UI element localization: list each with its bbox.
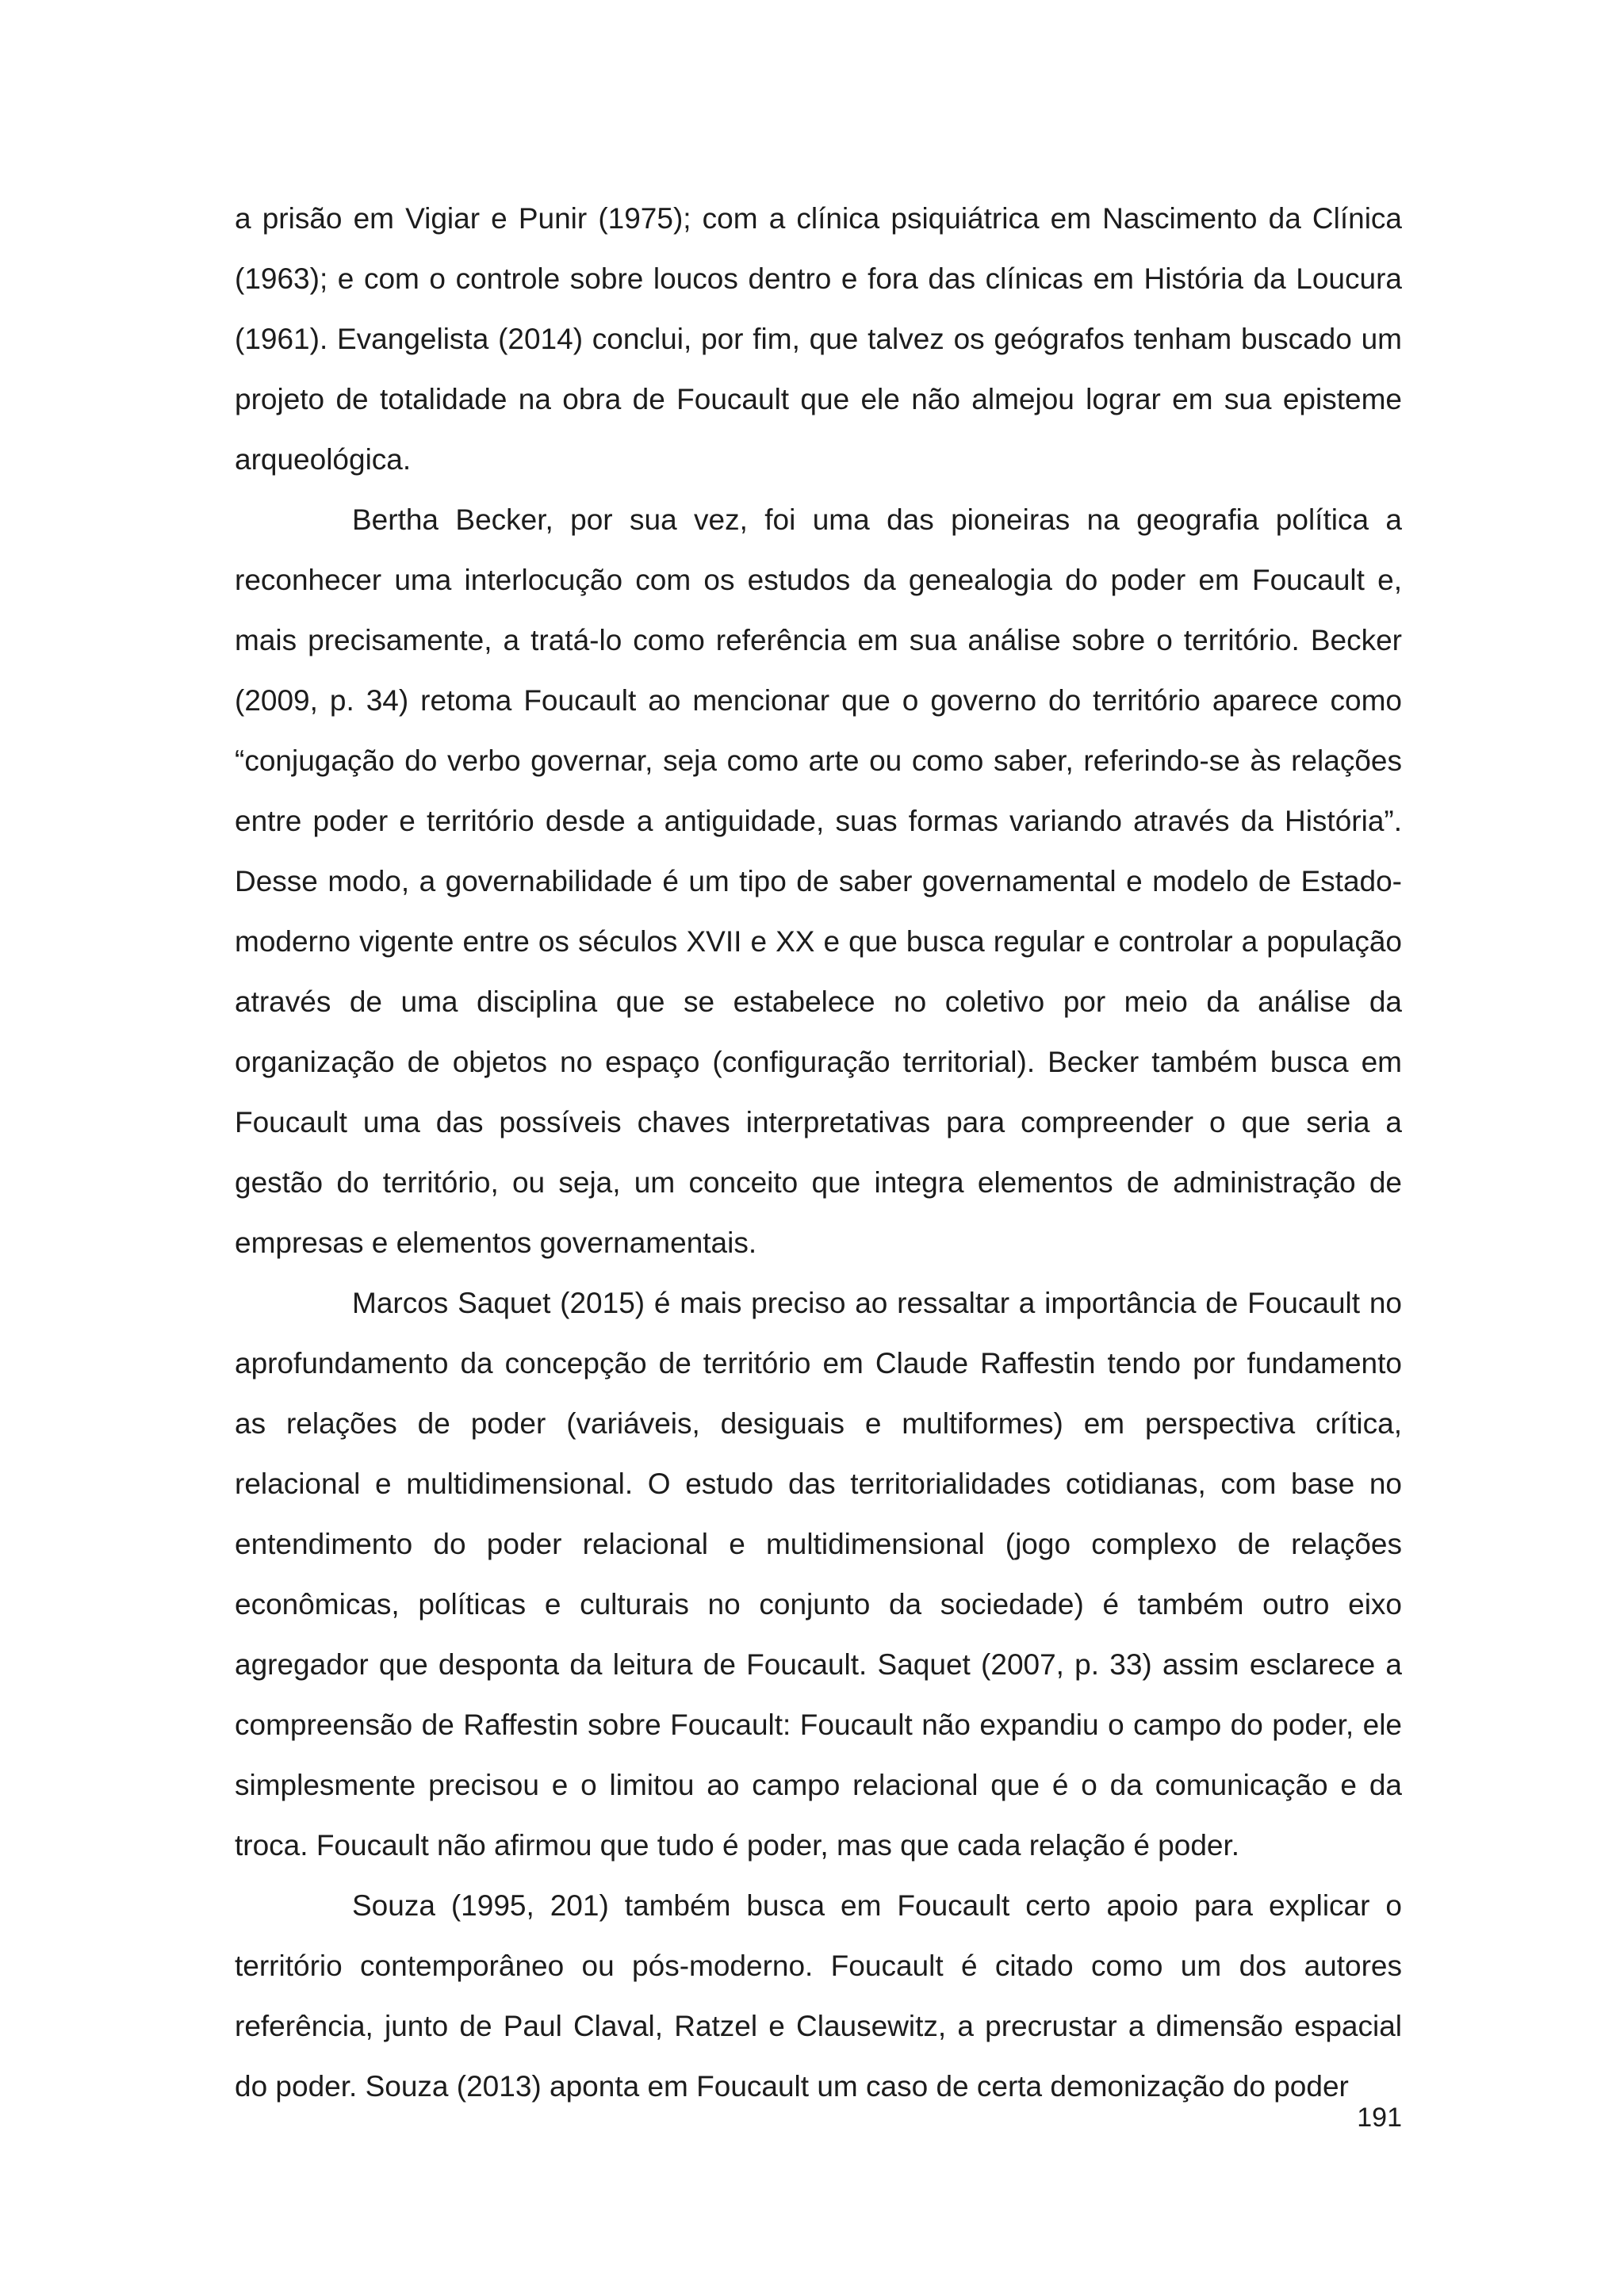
page-number: 191 <box>1357 2103 1402 2133</box>
paragraph-saquet: Marcos Saquet (2015) é mais preciso ao ressaltar a importância de Foucault no aprofundamento da concepção de território em Claude Raffestin tendo por fundamento as relações de poder (variáveis, desiguais e multiformes) em perspectiva crítica, relacional e multidimensional. O estudo das territorialidades cotidianas, com base no entendimento do poder relacional e multidimensional (jogo complexo de relações econômicas, políticas e culturais no conjunto da sociedade) é também outro eixo agregador que desponta da leitura de Foucault. Saquet (2007, p. 33) assim esclarece a compreensão de Raffestin sobre Foucault: Foucault não expandiu o campo do poder, ele simplesmente precisou e o limitou ao campo relacional que é o da comunicação e da troca. Foucault não afirmou que tudo é poder, mas que cada relação é poder. <box>235 1287 1402 1862</box>
paragraph-becker: Bertha Becker, por sua vez, foi uma das pioneiras na geografia política a reconhecer uma interlocução com os estudos da genealogia do poder em Foucault e, mais precisamente, a tratá-lo como referência em sua análise sobre o território. Becker (2009, p. 34) retoma Foucault ao mencionar que o governo do território aparece como “conjugação do verbo governar, seja como arte ou como saber, referindo-se às relações entre poder e território desde a antiguidade, suas formas variando através da História”. Desse modo, a governabilidade é um tipo de saber governamental e modelo de Estado-moderno vigente entre os séculos XVII e XX e que busca regular e controlar a população através de uma disciplina que se estabelece no coletivo por meio da análise da organização de objetos no espaço (configuração territorial). Becker também busca em Foucault uma das possíveis chaves interpretativas para compreender o que seria a gestão do território, ou seja, um conceito que integra elementos de administração de empresas e elementos governamentais. <box>235 503 1402 1259</box>
paragraph-souza: Souza (1995, 201) também busca em Foucault certo apoio para explicar o território contemporâneo ou pós-moderno. Foucault é citado como um dos autores referência, junto de Paul Claval, Ratzel e Clausewitz, a precrustar a dimensão espacial do poder. Souza (2013) aponta em Foucault um caso de certa demonização do poder <box>235 1889 1402 2103</box>
body-text <box>235 189 1402 2117</box>
paragraph-continuation: a prisão em Vigiar e Punir (1975); com a clínica psiquiátrica em Nascimento da Clínica (1963); e com o controle sobre loucos dentro e fora das clínicas em História da Loucura (1961). Evangelista (2014) conclui, por fim, que talvez os geógrafos tenham buscado um projeto de totalidade na obra de Foucault que ele não almejou lograr em sua episteme arqueológica. <box>235 202 1402 476</box>
